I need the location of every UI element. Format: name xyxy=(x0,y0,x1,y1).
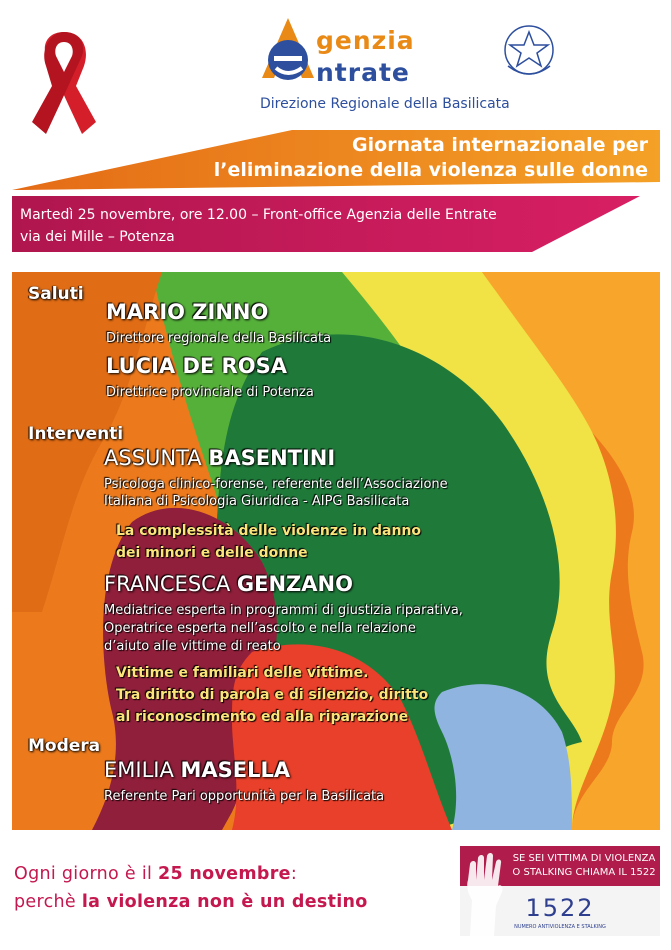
date-band xyxy=(12,196,640,252)
speaker-first-name: FRANCESCA xyxy=(104,572,237,596)
helpline-number: 1522 xyxy=(525,894,595,922)
helpline-text-line: SE SEI VITTIMA DI VIOLENZA xyxy=(512,853,656,864)
event-place-line: via dei Mille – Potenza xyxy=(20,229,175,245)
talk-title-line: Tra diritto di parola e di silenzio, diritto xyxy=(116,687,429,703)
italian-republic-emblem-icon xyxy=(500,20,558,84)
event-date-line: Martedì 25 novembre, ore 12.00 – Front-office Agenzia delle Entrate xyxy=(20,207,497,223)
speaker-role: Direttore regionale della Basilicata xyxy=(106,331,332,346)
talk-title xyxy=(116,662,428,728)
speaker-name xyxy=(104,446,335,470)
speaker-role-line: Operatrice esperta nell’ascolto e nella relazione xyxy=(104,621,416,636)
logo-subtitle: Direzione Regionale della Basilicata xyxy=(260,96,510,112)
speaker-name xyxy=(106,300,268,324)
talk-title-line: La complessità delle violenze in danno xyxy=(116,523,422,539)
program-poster xyxy=(12,272,660,830)
footer-line2-bold: la violenza non è un destino xyxy=(81,892,368,912)
footer-message xyxy=(14,860,368,916)
raised-hand-icon xyxy=(460,850,512,936)
speaker-role xyxy=(104,476,448,510)
saluti-label: Saluti xyxy=(28,284,84,304)
speaker-role: Direttrice provinciale di Potenza xyxy=(106,385,314,400)
speaker-last-name: GENZANO xyxy=(236,572,353,596)
helpline-text-line: O STALKING CHIAMA IL 1522 xyxy=(512,867,656,878)
talk-title xyxy=(116,520,421,564)
footer-line1-suffix: : xyxy=(290,864,298,884)
speaker-first-name: EMILIA xyxy=(104,758,181,782)
event-title xyxy=(214,133,648,183)
modera-label: Modera xyxy=(28,736,101,756)
helpline-note: NUMERO ANTIVIOLENZA E STALKING xyxy=(514,924,606,930)
speaker-role xyxy=(104,602,463,656)
speaker-name xyxy=(104,572,353,596)
title-band xyxy=(12,130,660,190)
speaker-role-line: Mediatrice esperta in programmi di giustizia riparativa, xyxy=(104,603,463,618)
speaker-role-line: Psicologa clinico-forense, referente dell’Associazione xyxy=(104,477,448,492)
helpline-1522-badge xyxy=(460,846,660,936)
footer-line1-prefix: Ogni giorno è il xyxy=(14,864,159,884)
talk-title-line: al riconoscimento ed alla riparazione xyxy=(116,709,409,725)
red-ribbon-icon xyxy=(28,26,100,136)
event-details xyxy=(20,204,497,248)
speaker-first-name: ASSUNTA xyxy=(104,446,209,470)
helpline-text xyxy=(510,852,658,880)
talk-title-line: Vittime e familiari delle vittime. xyxy=(116,665,369,681)
speaker-role-line: d’aiuto alle vittime di reato xyxy=(104,639,281,654)
speaker-name-text: LUCIA DE ROSA xyxy=(106,354,287,378)
footer-line1-bold: 25 novembre xyxy=(158,864,291,884)
speaker-last-name: MASELLA xyxy=(180,758,291,782)
interventi-label: Interventi xyxy=(28,424,124,444)
footer-line2-prefix: perchè xyxy=(14,892,82,912)
logo-mark-icon xyxy=(258,16,318,86)
event-title-line1: Giornata internazionale per xyxy=(352,134,648,156)
logo-brand-top: genzia xyxy=(316,26,415,55)
speaker-role-line: Italiana di Psicologia Giuridica - AIPG Basilicata xyxy=(104,494,410,509)
speaker-role: Referente Pari opportunità per la Basilicata xyxy=(104,789,385,804)
event-title-line2: l’eliminazione della violenza sulle donne xyxy=(213,159,648,181)
footer-line1 xyxy=(14,860,368,888)
logo-brand-bottom: ntrate xyxy=(316,58,410,87)
speaker-name xyxy=(104,758,290,782)
speaker-name xyxy=(106,354,287,378)
talk-title-line: dei minori e delle donne xyxy=(116,545,308,561)
speaker-last-name: BASENTINI xyxy=(208,446,336,470)
footer-line2 xyxy=(14,888,368,916)
speaker-name-text: MARIO ZINNO xyxy=(106,300,269,324)
